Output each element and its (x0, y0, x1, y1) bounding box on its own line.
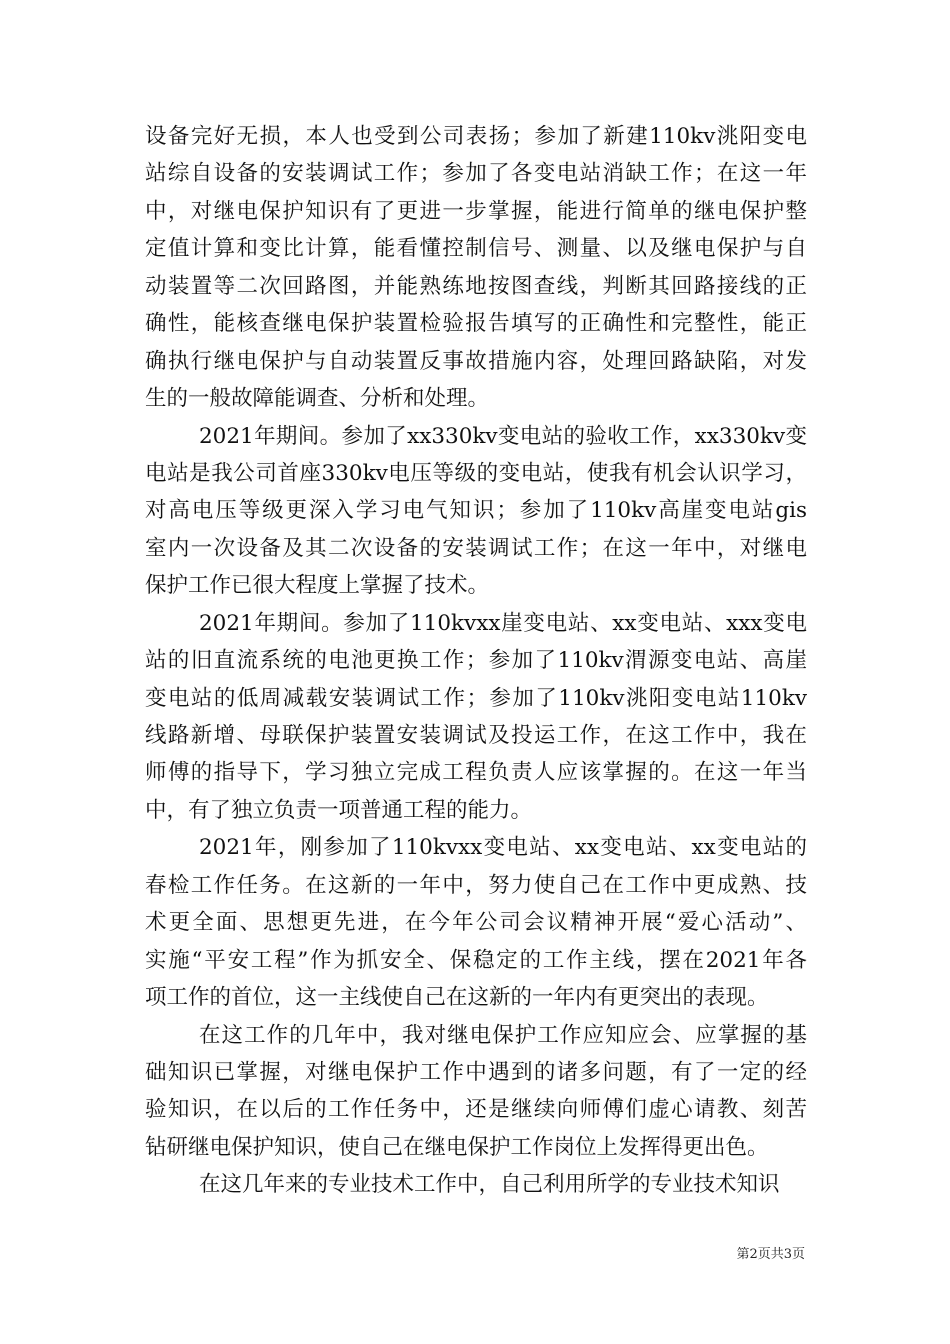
document-body (145, 118, 807, 1204)
text-line: 保护工作已很大程度上掌握了技术。 (145, 573, 490, 599)
text-line: 中，对继电保护知识有了更进一步掌握，能进行简单的继电保护整 (145, 198, 807, 224)
paragraph-first-line: 2021年，刚参加了110kvxx变电站、xx变电站、xx变电站的 (199, 835, 807, 861)
text-line: 础知识已掌握，对继电保护工作中遇到的诸多问题，有了一定的经 (145, 1059, 807, 1085)
text-line: 电站是我公司首座330kv电压等级的变电站，使我有机会认识学习， (145, 460, 807, 486)
paragraph-first-line: 在这几年来的专业技术工作中，自己利用所学的专业技术知识 (199, 1172, 780, 1198)
paragraph-first-line: 2021年期间。参加了xx330kv变电站的验收工作，xx330kv变 (199, 423, 807, 449)
text-line: 术更全面、思想更先进，在今年公司会议精神开展“爱心活动”、 (145, 910, 807, 936)
text-line: 定值计算和变比计算，能看懂控制信号、测量、以及继电保护与自 (145, 236, 807, 262)
text-line: 室内一次设备及其二次设备的安装调试工作；在这一年中，对继电 (145, 535, 807, 561)
text-line: 师傅的指导下，学习独立完成工程负责人应该掌握的。在这一年当 (145, 760, 807, 786)
text-line: 项工作的首位，这一主线使自己在这新的一年内有更突出的表现。 (145, 985, 769, 1011)
text-line: 实施“平安工程”作为抓安全、保稳定的工作主线，摆在2021年各 (145, 947, 807, 973)
text-line: 动装置等二次回路图，并能熟练地按图查线，判断其回路接线的正 (145, 273, 807, 299)
page-number: 第2页共3页 (736, 1247, 805, 1262)
text-line: 春检工作任务。在这新的一年中，努力使自己在工作中更成熟、技 (145, 872, 807, 898)
text-line: 验知识，在以后的工作任务中，还是继续向师傅们虚心请教、刻苦 (145, 1097, 807, 1123)
text-line: 生的一般故障能调查、分析和处理。 (145, 386, 490, 412)
text-line: 站综自设备的安装调试工作；参加了各变电站消缺工作；在这一年 (145, 161, 807, 187)
text-line: 设备完好无损，本人也受到公司表扬；参加了新建110kv洮阳变电 (145, 124, 807, 149)
text-line: 确执行继电保护与自动装置反事故措施内容，处理回路缺陷，对发 (145, 348, 807, 374)
text-line: 线路新增、母联保护装置安装调试及投运工作，在这工作中，我在 (145, 723, 807, 748)
text-line: 确性，能核查继电保护装置检验报告填写的正确性和完整性，能正 (145, 311, 807, 337)
text-line: 对高电压等级更深入学习电气知识；参加了110kv高崖变电站gis (145, 498, 807, 524)
text-line: 站的旧直流系统的电池更换工作；参加了110kv渭源变电站、高崖 (145, 648, 807, 674)
paragraph-first-line: 在这工作的几年中，我对继电保护工作应知应会、应掌握的基 (199, 1022, 807, 1048)
text-line: 中，有了独立负责一项普通工程的能力。 (145, 797, 533, 823)
text-line: 变电站的低周减载安装调试工作；参加了110kv洮阳变电站110kv (145, 685, 807, 711)
paragraph-first-line: 2021年期间。参加了110kvxx崖变电站、xx变电站、xxx变电 (199, 610, 807, 636)
text-line: 钻研继电保护知识，使自己在继电保护工作岗位上发挥得更出色。 (145, 1134, 769, 1160)
